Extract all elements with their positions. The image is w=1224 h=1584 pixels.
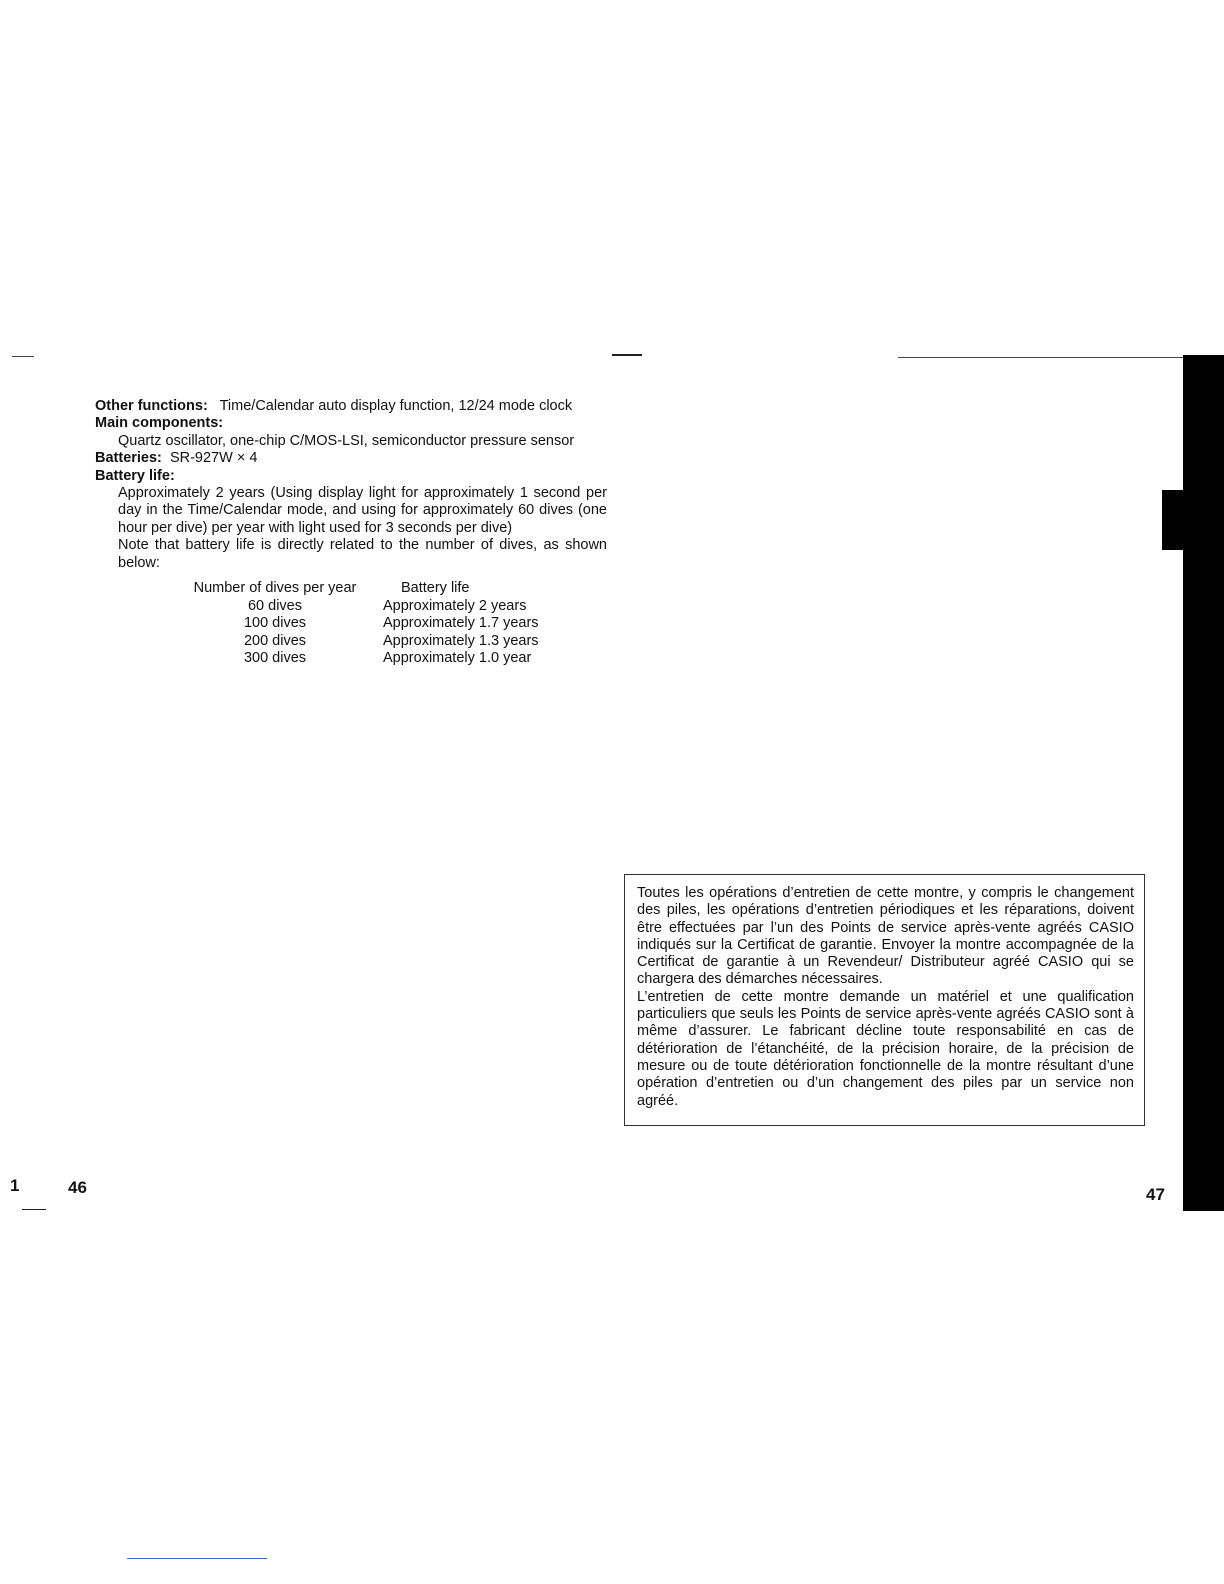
top-right-rule (898, 357, 1183, 358)
battery-life-heading-row (95, 468, 607, 485)
main-components-label: Main components: (95, 415, 224, 432)
table-cell-dives: 60 dives (247, 597, 302, 614)
table-cell-dives: 100 dives (243, 615, 307, 632)
main-components-value: Quartz oscillator, one-chip C/MOS-LSI, semiconductor pressure sensor (118, 432, 575, 449)
table-cell-dives: 300 dives (243, 650, 307, 667)
bottom-left-mark (22, 1209, 46, 1210)
table-row (185, 650, 591, 668)
batteries-row (95, 450, 607, 467)
other-functions-value: Time/Calendar auto display function, 12/24 mode clock (219, 398, 573, 414)
table-header-row (185, 580, 591, 598)
battery-life-label: Battery life: (95, 467, 175, 484)
table-row (185, 615, 591, 633)
table-header-dives: Number of dives per year (193, 580, 357, 596)
batteries-value: SR-927W × 4 (169, 450, 258, 467)
table-cell-battery-life: Approximately 2 years (383, 597, 527, 614)
page-number-right: 47 (1146, 1185, 1165, 1204)
page-number-left: 46 (68, 1178, 87, 1197)
notice-paragraph-1: Toutes les opérations d’entretien de cette montre, y compris le changement des piles, les opérations d’entretien périodiques et les réparations, doivent être effectuées par l’un des Points de service après-vente agréés CASIO indiqués sur la Certificat de garantie. Envoyer la montre accompagnée de la Certificat de garantie à un Revendeur/ Distributeur agréé CASIO qui se chargera des démarches nécessaires. (637, 885, 1134, 988)
batteries-label: Batteries: (95, 450, 162, 467)
table-row (185, 598, 591, 616)
margin-mark-number: 1 (10, 1176, 20, 1195)
footer-link-underline (127, 1558, 267, 1559)
battery-life-table (185, 580, 591, 668)
table-header-battery-life: Battery life (401, 580, 470, 596)
right-edge-bar (1183, 355, 1224, 1211)
other-functions-label: Other functions: (95, 398, 208, 414)
top-center-mark (612, 354, 642, 356)
specifications-section (95, 398, 607, 572)
top-left-mark (12, 356, 34, 357)
table-cell-battery-life: Approximately 1.0 year (383, 650, 532, 667)
right-edge-tab (1162, 490, 1186, 550)
table-row (185, 633, 591, 651)
other-functions-row (95, 398, 607, 415)
notice-paragraph-2: L’entretien de cette montre demande un matériel et une qualification particuliers que seuls les Points de service après-vente agréés CASIO sont à même d’assurer. Le fabricant décline toute responsabilité en cas de détérioration de l’étanchéité, de la précision horaire, de la précision de mesure ou de toute détérioration fonctionnelle de la montre résultant d’une opération d’entretien ou d’un changement des piles par un service non agréé. (637, 988, 1134, 1109)
battery-life-text: Approximately 2 years (Using display light for approximately 1 second per day in the Time/Calendar mode, and using for approximately 60 dives (one hour per dive) per year with light used for 3 seconds per dive) (118, 485, 607, 536)
battery-life-note: Note that battery life is directly related to the number of dives, as shown below: (118, 537, 607, 571)
table-cell-battery-life: Approximately 1.3 years (383, 632, 539, 649)
main-components-heading-row (95, 415, 607, 432)
service-notice-box (624, 874, 1145, 1126)
table-cell-dives: 200 dives (243, 632, 307, 649)
table-cell-battery-life: Approximately 1.7 years (383, 615, 539, 632)
